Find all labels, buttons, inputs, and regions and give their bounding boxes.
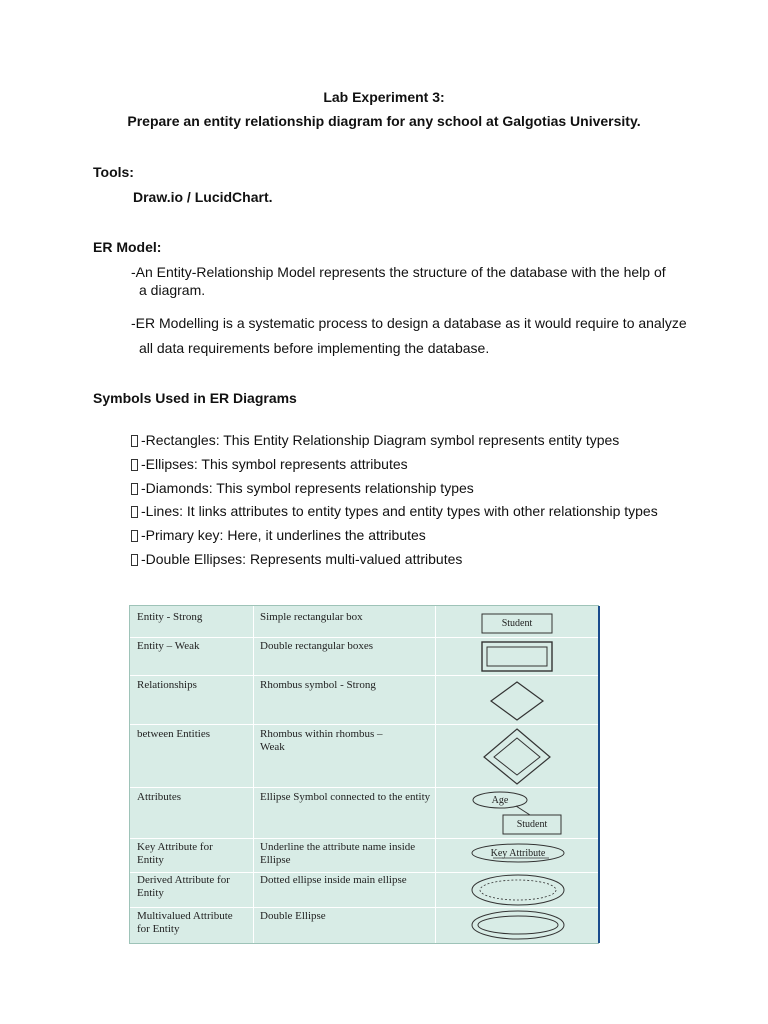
weak-entity-inner-rectangle — [487, 647, 547, 666]
table-row-name: Attributes — [137, 791, 181, 803]
bullet-icon — [131, 506, 138, 518]
bullet-icon — [131, 554, 138, 566]
table-row-name: Derived Attribute for Entity — [137, 874, 230, 899]
age-ellipse-label: Age — [491, 795, 509, 806]
er-model-para1-line1: -An Entity-Relationship Model represents the structure of the database with the help of — [131, 264, 666, 280]
symbol-item: -Diamonds: This symbol represents relationship types — [131, 479, 474, 497]
symbol-item: -Rectangles: This Entity Relationship Diagram symbol represents entity types — [131, 431, 619, 449]
table-row-name: Entity – Weak — [137, 640, 200, 652]
table-row-desc: Ellipse Symbol connected to the entity — [260, 791, 431, 803]
symbol-item: -Primary key: Here, it underlines the attributes — [131, 526, 426, 544]
bullet-icon — [131, 459, 138, 471]
page-subtitle: Prepare an entity relationship diagram for any school at Galgotias University. — [127, 113, 641, 129]
er-model-para2-line1: -ER Modelling is a systematic process to design a database as it would require to analyze — [131, 315, 687, 331]
table-row-desc: Underline the attribute name inside Ellipse — [260, 841, 416, 866]
tools-value: Draw.io / LucidChart. — [133, 189, 273, 205]
table-row-name: Multivalued Attribute for Entity — [137, 910, 233, 935]
table-row-desc: Rhombus within rhombus – Weak — [260, 728, 383, 753]
multivalued-inner-ellipse — [478, 916, 558, 934]
symbols-heading: Symbols Used in ER Diagrams — [93, 390, 297, 406]
er-symbols-table — [129, 605, 599, 944]
er-symbols-illustration — [436, 606, 598, 943]
relationship-diamond-symbol — [491, 682, 543, 720]
table-row-desc: Rhombus symbol - Strong — [260, 679, 376, 691]
derived-dotted-ellipse — [480, 880, 556, 900]
table-row-desc: Simple rectangular box — [260, 611, 363, 623]
weak-relationship-inner-diamond — [494, 738, 540, 775]
bullet-icon — [131, 483, 138, 495]
derived-outer-ellipse — [472, 875, 564, 905]
symbol-item: -Double Ellipses: Represents multi-valued attributes — [131, 550, 462, 568]
bullet-icon — [131, 435, 138, 447]
table-row-name: Key Attribute for Entity — [137, 841, 213, 866]
weak-entity-outer-rectangle — [482, 642, 552, 671]
table-row-desc: Double Ellipse — [260, 910, 326, 922]
student-entity-label: Student — [516, 819, 548, 830]
er-model-para2-line2: all data requirements before implementing the database. — [139, 340, 490, 356]
table-row-desc: Dotted ellipse inside main ellipse — [260, 874, 407, 886]
multivalued-outer-ellipse — [472, 911, 564, 939]
table-row-name: Relationships — [137, 679, 197, 691]
table-row-name: between Entities — [137, 728, 211, 740]
tools-heading: Tools: — [93, 164, 134, 180]
symbol-item: -Lines: It links attributes to entity types and entity types with other relationship types — [131, 502, 658, 520]
table-row-desc: Double rectangular boxes — [260, 640, 374, 652]
table-row-name: Entity - Strong — [137, 611, 203, 623]
bullet-icon — [131, 530, 138, 542]
key-attribute-label: Key Attribute — [490, 848, 546, 859]
student-box-label: Student — [501, 618, 533, 629]
symbol-item: -Ellipses: This symbol represents attributes — [131, 455, 408, 473]
er-model-heading: ER Model: — [93, 239, 162, 255]
er-model-para1-line2: a diagram. — [139, 282, 206, 298]
connector-line — [516, 806, 530, 815]
page-title: Lab Experiment 3: — [323, 89, 445, 105]
